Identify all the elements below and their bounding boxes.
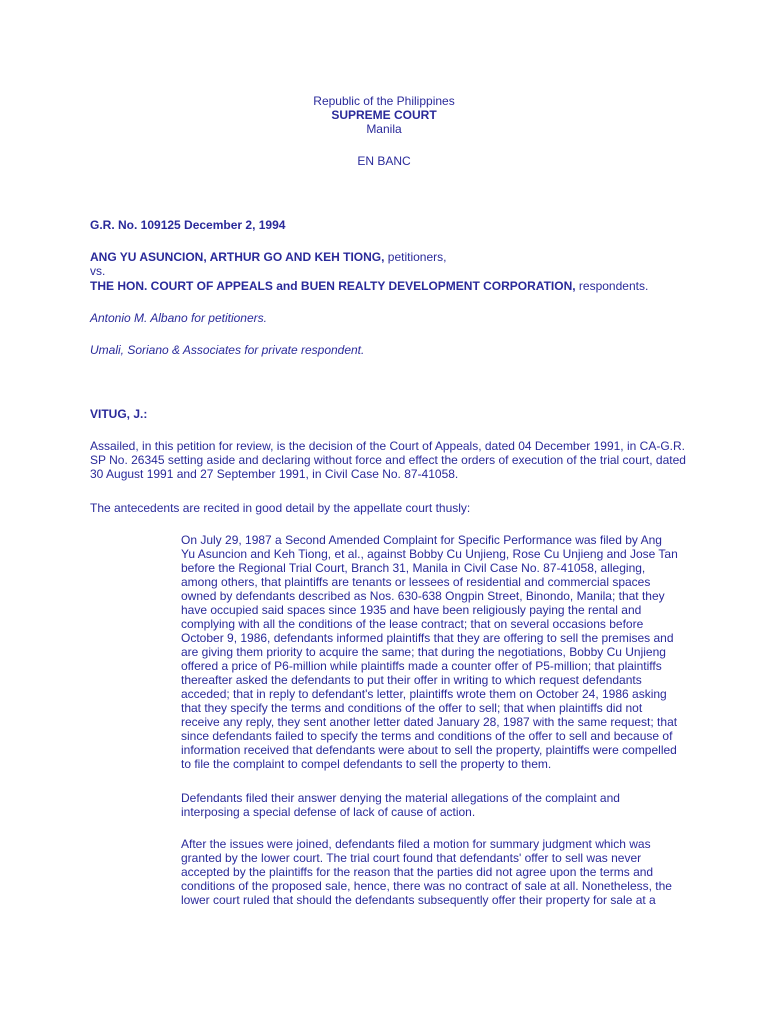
court-name: SUPREME COURT [331,108,437,122]
city-line: Manila [366,122,402,136]
paragraph-antecedents: The antecedents are recited in good detail by the appellate court thusly: [90,501,471,515]
petitioners-line [90,250,690,264]
paragraph-assailed: Assailed, in this petition for review, is the decision of the Court of Appeals, dated 04 December 1991, in CA-G.R. SP No. 26345 setting aside and declaring without force and effect the orders of execution of the trial court, dated 30 August 1991 and 27 September 1991, in Civil Case No. 87-41058. [90,439,686,481]
quote-paragraph-answer: Defendants filed their answer denying the material allegations of the complaint and interposing a special defense of lack of cause of action. [181,791,620,819]
counsel-petitioners: Antonio M. Albano for petitioners. [90,311,267,325]
division-line: EN BANC [357,154,411,168]
petitioners-role: petitioners, [384,250,447,264]
republic-line: Republic of the Philippines [313,94,455,108]
respondents-names: THE HON. COURT OF APPEALS and BUEN REALTY DEVELOPMENT CORPORATION, [90,279,576,293]
counsel-respondent: Umali, Soriano & Associates for private respondent. [90,343,365,357]
versus-line: vs. [90,264,106,278]
respondents-role: respondents. [575,279,649,293]
quote-paragraph-complaint: On July 29, 1987 a Second Amended Complaint for Specific Performance was filed by Ang Yu Asuncion and Keh Tiong, et al., against Bobby Cu Unjieng, Rose Cu Unjieng and Jose Tan before the Regional Trial Court, Branch 31, Manila in Civil Case No. 87-41058, alleging, among others, that plaintiffs are tenants or lessees of residential and commercial spaces owned by defendants described as Nos. 630-638 Ongpin Street, Binondo, Manila; that they have occupied said spaces since 1935 and have been religiously paying the rental and complying with all the conditions of the lease contract; that on several occasions before October 9, 1986, defendants informed plaintiffs that they are offering to sell the premises and are giving them priority to acquire the same; that during the negotiations, Bobby Cu Unjieng offered a price of P6-million while plaintiffs made a counter offer of P5-million; that plaintiffs thereafter asked the defendants to put their offer in writing to which request defendants acceded; that in reply to defendant's letter, plaintiffs wrote them on October 24, 1986 asking that they specify the terms and conditions of the offer to sell; that when plaintiffs did not receive any reply, they sent another letter dated January 28, 1987 with the same request; that since defendants failed to specify the terms and conditions of the offer to sell and because of information received that defendants were about to sell the property, plaintiffs were compelled to file the complaint to compel defendants to sell the property to them. [181,533,678,771]
quote-paragraph-summary-judgment: After the issues were joined, defendants filed a motion for summary judgment which was granted by the lower court. The trial court found that defendants' offer to sell was never accepted by the plaintiffs for the reason that the parties did not agree upon the terms and conditions of the proposed sale, hence, there was no contract of sale at all. Nonetheless, the lower court ruled that should the defendants subsequently offer their property for sale at a [181,837,672,907]
respondents-line [90,279,730,293]
ponente: VITUG, J.: [90,407,148,421]
petitioners-names: ANG YU ASUNCION, ARTHUR GO AND KEH TIONG, [90,250,385,264]
gr-number: G.R. No. 109125 December 2, 1994 [90,218,286,232]
